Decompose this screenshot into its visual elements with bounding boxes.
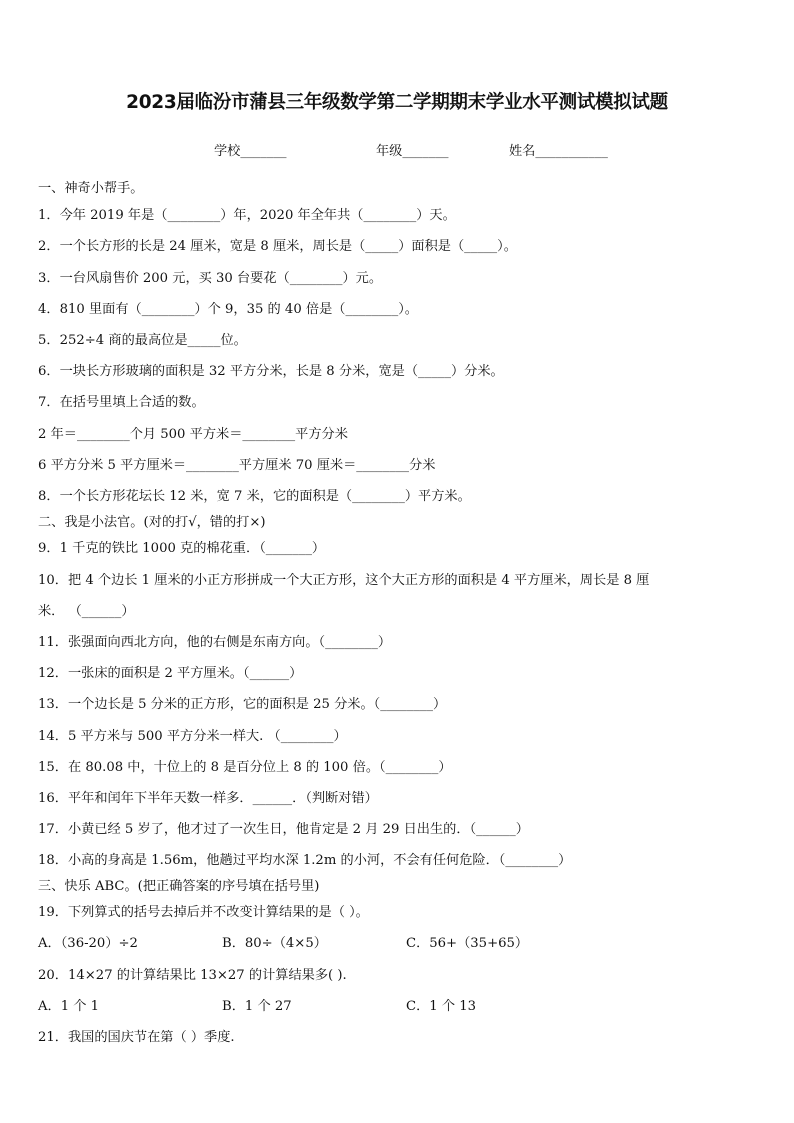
- question-15: 15．在 80.08 中，十位上的 8 是百分位上 8 的 100 倍。（________）: [38, 760, 452, 775]
- question-16: 16．平年和闰年下半年天数一样多．______．（判断对错）: [38, 791, 378, 806]
- section-heading-3: 三、快乐 ABC。(把正确答案的序号填在括号里): [38, 879, 320, 894]
- question-2: 2．一个长方形的长是 24 厘米，宽是 8 厘米，周长是（_____）面积是（_____）。: [38, 239, 517, 254]
- question-19-option-b: B．80÷（4×5）: [222, 936, 327, 951]
- question-18: 18．小高的身高是 1.56m，他趟过平均水深 1.2m 的小河，不会有任何危险．（________）: [38, 853, 572, 868]
- question-14: 14．5 平方米与 500 平方分米一样大. （________）: [38, 729, 347, 744]
- question-17: 17．小黄已经 5 岁了，他才过了一次生日，他肯定是 2 月 29 日出生的．（______）: [38, 822, 529, 837]
- question-3: 3．一台风扇售价 200 元，买 30 台要花（________）元。: [38, 271, 383, 286]
- question-7: 7．在括号里填上合适的数。: [38, 395, 205, 410]
- question-9: 9．1 千克的铁比 1000 克的棉花重．（_______）: [38, 541, 326, 556]
- question-12: 12．一张床的面积是 2 平方厘米。（______）: [38, 666, 303, 681]
- question-20: 20．14×27 的计算结果比 13×27 的计算结果多( ).: [38, 968, 347, 983]
- question-13: 13．一个边长是 5 分米的正方形，它的面积是 25 分米。（________）: [38, 697, 447, 712]
- school-field: 学校_______: [214, 144, 287, 159]
- question-11: 11．张强面向西北方向，他的右侧是东南方向。（________）: [38, 635, 392, 650]
- grade-field: 年级_______: [376, 144, 449, 159]
- question-5: 5．252÷4 商的最高位是_____位。: [38, 333, 247, 348]
- question-19: 19．下列算式的括号去掉后并不改变计算结果的是（ ）。: [38, 905, 369, 920]
- question-19-option-c: C．56+（35+65）: [406, 936, 529, 951]
- question-7-row-b: 6 平方分米 5 平方厘米＝________平方厘米 70 厘米＝________分米: [38, 458, 436, 473]
- question-20-option-b: B．1 个 27: [222, 999, 292, 1014]
- question-1: 1．今年 2019 年是（________）年，2020 年全年共（________）天。: [38, 208, 456, 223]
- question-20-option-a: A．1 个 1: [38, 999, 100, 1014]
- question-21: 21．我国的国庆节在第（ ）季度.: [38, 1030, 235, 1045]
- question-10-line-2: 米． （______）: [38, 604, 135, 619]
- question-4: 4．810 里面有（________）个 9，35 的 40 倍是（________）。: [38, 302, 418, 317]
- question-19-option-a: A．（36-20）÷2: [38, 936, 138, 951]
- question-20-option-c: C．1 个 13: [406, 999, 477, 1014]
- name-field: 姓名___________: [509, 144, 608, 159]
- question-6: 6．一块长方形玻璃的面积是 32 平方分米，长是 8 分米，宽是（_____）分米。: [38, 364, 504, 379]
- question-7-row-a: 2 年＝________个月 500 平方米＝________平方分米: [38, 427, 348, 442]
- page-title: 2023届临汾市蒲县三年级数学第二学期期末学业水平测试模拟试题: [126, 92, 668, 113]
- section-heading-2: 二、我是小法官。(对的打√，错的打×): [38, 515, 266, 530]
- section-heading-1: 一、神奇小帮手。: [38, 181, 144, 196]
- question-8: 8．一个长方形花坛长 12 米，宽 7 米，它的面积是（________）平方米。: [38, 489, 471, 504]
- question-10-line-1: 10．把 4 个边长 1 厘米的小正方形拼成一个大正方形，这个大正方形的面积是 4 平方厘米，周长是 8 厘: [38, 573, 650, 588]
